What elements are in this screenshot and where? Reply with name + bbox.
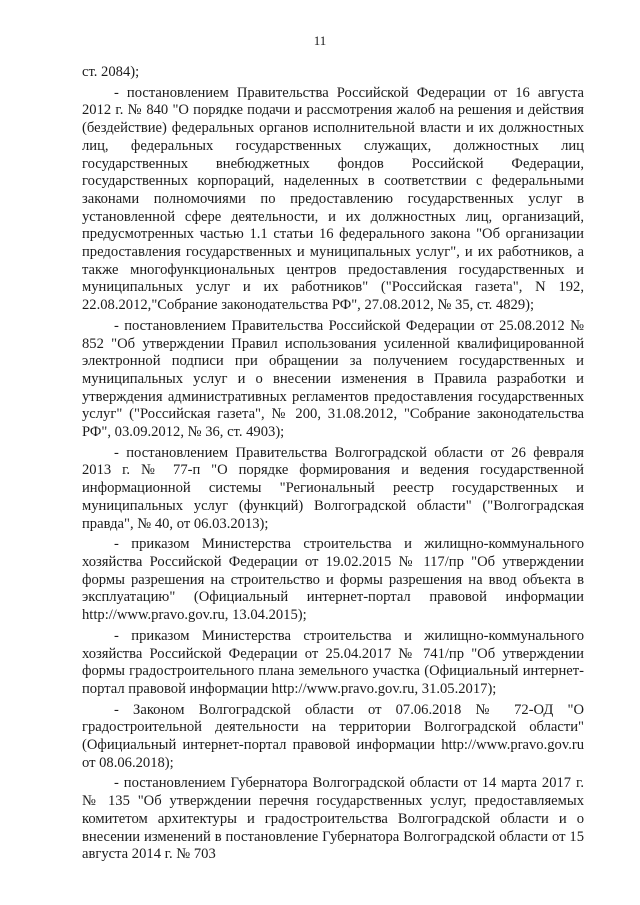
document-body <box>82 64 584 867</box>
paragraph-ministry-order-117pr: - приказом Министерства строительства и жилищно-коммунального хозяйства Российской Федерации от 19.02.2015 № 117/пр "Об утверждении формы разрешения на строительство и формы разрешения на ввод объекта в эксплуатацию" (Официальный интернет-портал правовой информации http://www.pravo.gov.ru, 13.04.2015); <box>82 536 584 624</box>
paragraph-volgograd-law-72od: - Законом Волгоградской области от 07.06.2018 № 72-ОД "О градостроительной деятельности на территории Волгоградской области" (Официальный интернет-портал правовой информации http://www.pravo.gov.ru от 08.06.2018); <box>82 701 584 771</box>
paragraph-volgograd-decree-77p: - постановлением Правительства Волгоградской области от 26 февраля 2013 г. № 77-п "О порядке формирования и ведения государственной информационной системы "Региональный реестр государственных и муниципальных услуг (функций) Волгоградской области" ("Волгоградская правда", № 40, от 06.03.2013); <box>82 444 584 532</box>
paragraph-continuation: ст. 2084); <box>82 64 140 80</box>
paragraph-government-decree-852: - постановлением Правительства Российской Федерации от 25.08.2012 № 852 "Об утверждении Правил использования усиленной квалифицированной электронной подписи при обращении за получением государственных и муниципальных услуг и о внесении изменения в Правила разработки и утверждения административных регламентов предоставления государственных услуг" ("Российская газета", № 200, 31.08.2012, "Собрание законодательства РФ", 03.09.2012, № 36, ст. 4903); <box>82 317 584 441</box>
paragraph-ministry-order-741pr: - приказом Министерства строительства и жилищно-коммунального хозяйства Российской Федерации от 25.04.2017 № 741/пр "Об утверждении формы градостроительного плана земельного участка (Официальный интернет-портал правовой информации http://www.pravo.gov.ru, 31.05.2017); <box>82 627 584 697</box>
page-number: 11 <box>313 33 327 48</box>
paragraph-government-decree-840: - постановлением Правительства Российской Федерации от 16 августа 2012 г. № 840 "О порядке подачи и рассмотрения жалоб на решения и действия (бездействие) федеральных органов исполнительной власти и их должностных лиц, федеральных государственных служащих, должностных лиц государственных внебюджетных фондов Российской Федерации, государственных корпораций, наделенных в соответствии с федеральными законами полномочиями по предоставлению государственных услуг в установленной сфере деятельности, и их должностных лиц, организаций, предусмотренных частью 1.1 статьи 16 федерального закона "Об организации предоставления государственных и муниципальных услуг", и их работников, а также многофункциональных центров предоставления государственных и муниципальных услуг и их работников" ("Российская газета", N 192, 22.08.2012,"Собрание законодательства РФ", 27.08.2012, № 35, ст. 4829); <box>82 84 584 314</box>
paragraph-governor-decree-135: - постановлением Губернатора Волгоградской области от 14 марта 2017 г. № 135 "Об утверждении перечня государственных услуг, предоставляемых комитетом архитектуры и градостроительства Волгоградской области и о внесении изменений в постановление Губернатора Волгоградской области от 15 августа 2014 г. № 703 <box>82 775 584 863</box>
